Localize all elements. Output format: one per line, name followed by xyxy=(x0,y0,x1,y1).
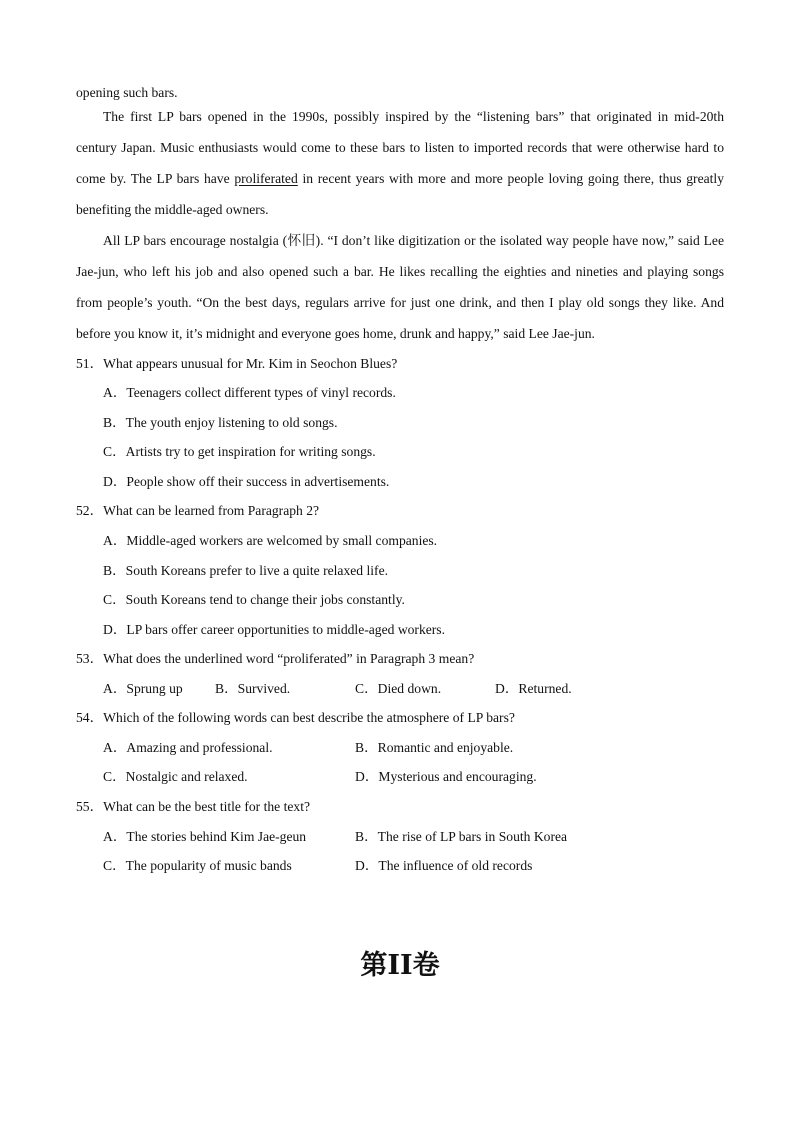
question-54-option-b: B．Romantic and enjoyable. xyxy=(355,740,514,755)
passage-paragraph-1-rest: in recent years with more and more people loving going there, thus greatly benefiting the middle-aged owners. xyxy=(76,171,724,217)
question-52-option-b: B．South Koreans prefer to live a quite relaxed life. xyxy=(103,563,388,578)
question-55-stem: 55．What can be the best title for the text? xyxy=(76,799,311,814)
question-53-stem: 53．What does the underlined word “proliferated” in Paragraph 3 mean? xyxy=(76,651,475,666)
question-55-option-a: A．The stories behind Kim Jae-geun xyxy=(103,829,307,844)
question-53-option-a: A．Sprung up xyxy=(103,681,183,696)
question-52-option-d: D．LP bars offer career opportunities to middle-aged workers. xyxy=(103,622,446,637)
question-54-option-d: D．Mysterious and encouraging. xyxy=(355,769,537,784)
question-51-option-c: C．Artists try to get inspiration for writing songs. xyxy=(103,444,376,459)
question-52-stem: 52．What can be learned from Paragraph 2? xyxy=(76,503,320,518)
question-53-option-b: B．Survived. xyxy=(215,681,291,696)
section-title: 第II卷 xyxy=(360,950,440,981)
question-55-option-b: B．The rise of LP bars in South Korea xyxy=(355,829,568,844)
passage-paragraph-2: All LP bars encourage nostalgia (怀旧). “I don’t like digitization or the isolated way people have now,” said Lee Jae-jun, who left his job and also opened such a bar. He likes recalling the eighties and nineties and playing songs from people’s youth. “On the best days, regulars arrive for just one drink, and then I play old songs they like. And before you know it, it’s midnight and everyone goes home, drunk and happy,” said Lee Jae-jun. xyxy=(76,233,724,341)
question-52-option-c: C．South Koreans tend to change their jobs constantly. xyxy=(103,592,405,607)
question-54-option-a: A．Amazing and professional. xyxy=(103,740,273,755)
question-53-option-d: D．Returned. xyxy=(495,681,572,696)
question-55-option-c: C．The popularity of music bands xyxy=(103,858,292,873)
passage-paragraph-0: opening such bars. xyxy=(76,85,178,100)
underlined-word: proliferated xyxy=(234,171,298,186)
passage-paragraph-1-text: The first LP bars opened in the 1990s, possibly inspired by the “listening bars” that originated in mid-20th century Japan. Music enthusiasts would come to these bars to listen to imported records that were otherwise hard to come by. The LP bars have xyxy=(76,109,724,186)
question-51-stem: 51．What appears unusual for Mr. Kim in Seochon Blues? xyxy=(76,356,398,371)
question-51-option-a: A．Teenagers collect different types of vinyl records. xyxy=(103,385,396,400)
passage-paragraph-1 xyxy=(76,101,724,225)
question-54-stem: 54．Which of the following words can best describe the atmosphere of LP bars? xyxy=(76,710,515,725)
question-54-option-c: C．Nostalgic and relaxed. xyxy=(103,769,248,784)
question-53-option-c: C．Died down. xyxy=(355,681,442,696)
question-51-option-d: D．People show off their success in advertisements. xyxy=(103,474,390,489)
question-52-option-a: A．Middle-aged workers are welcomed by small companies. xyxy=(103,533,438,548)
question-51-option-b: B．The youth enjoy listening to old songs. xyxy=(103,415,338,430)
question-55-option-d: D．The influence of old records xyxy=(355,858,533,873)
